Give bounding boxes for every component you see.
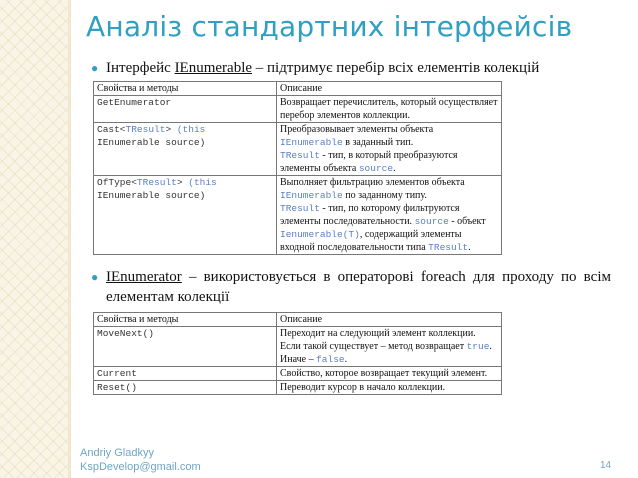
ienumerable-table [93,81,502,255]
sig-text: IEnumerable source) [97,190,206,201]
table-row [94,96,502,123]
desc-text: . [344,354,348,365]
footer-author [80,446,201,474]
member-description: Возвращает перечислитель, который осуществляет перебор элементов коллекции. [277,96,502,123]
sig-text: > [176,177,189,188]
bullet-ienumerable [91,58,616,78]
desc-code: TResult [428,242,469,253]
table-row [94,123,502,176]
table-row [94,381,502,395]
sig-keyword: (this [188,177,217,188]
author-email: KspDevelop@gmail.com [80,461,201,473]
desc-text: . Иначе – [280,341,492,365]
desc-text: Выполняет фильтрацию элементов объекта [280,177,465,188]
ienumerator-table [93,312,502,395]
member-name: Current [94,367,277,381]
sig-type: TResult [136,177,177,188]
desc-text: - тип, в который преобразуются элементы объекта [280,150,458,174]
desc-code: TResult [280,150,320,161]
desc-code: false [316,354,345,365]
side-divider [68,0,71,478]
desc-text: Переходит на следующий элемент коллекции. Если такой существует – метод возвращает [280,328,476,352]
table-row [94,367,502,381]
member-signature [94,176,277,255]
side-decoration [0,0,68,478]
desc-text: по заданному типу. [342,190,427,201]
column-header: Свойства и методы [94,82,277,96]
bullet-icon: ● [91,270,99,284]
member-description: Переводит курсор в начало коллекции. [277,381,502,395]
table-header-row [94,313,502,327]
desc-text: Преобразовывает элементы объекта [280,124,434,135]
desc-code: TResult [280,203,320,214]
desc-text: . [393,163,396,174]
table-row [94,176,502,255]
sig-text: Cast< [97,124,126,135]
desc-code: source [358,163,394,174]
member-name: Reset() [94,381,277,395]
column-header: Описание [277,82,502,96]
member-name: MoveNext() [94,327,277,367]
sig-keyword: (this [176,124,206,135]
desc-code: Ienumerable(T) [280,229,360,240]
desc-code: IEnumerable [280,190,343,201]
column-header: Описание [277,313,502,327]
desc-text: , содержащий элементы входной последовательности типа [280,229,462,253]
sig-text: IEnumerable source) [97,137,206,148]
desc-code: true [466,341,490,352]
table-row [94,327,502,367]
page-number: 14 [600,460,612,471]
bullet-icon: ● [91,61,99,75]
desc-text: - объект [448,216,486,227]
member-description: Свойство, которое возвращает текущий элемент. [277,367,502,381]
member-signature [94,123,277,176]
bullet-text-before: Інтерфейс [106,60,175,76]
desc-text: в заданный тип. [342,137,414,148]
table-header-row [94,82,502,96]
member-description [277,327,502,367]
desc-code: IEnumerable [280,137,343,148]
author-name: Andriy Gladkyy [80,447,154,459]
desc-text: - тип, по которому фильтруются элементы последовательности. [280,203,460,227]
sig-type: TResult [125,124,166,135]
bullet-term: IEnumerator [106,269,182,285]
bullet-text-after: – підтримує перебір всіх елементів колекцій [252,60,540,76]
member-description [277,176,502,255]
desc-code: source [414,216,449,227]
desc-text: . [468,242,471,253]
slide-title: Аналіз стандартних інтерфейсів [86,10,573,43]
member-name: GetEnumerator [94,96,277,123]
column-header: Свойства и методы [94,313,277,327]
member-description [277,123,502,176]
sig-text: > [165,124,177,135]
bullet-ienumerator [91,267,611,307]
bullet-term: IEnumerable [174,60,253,76]
bullet-text-after: – використовується в операторові foreach для проходу по всім елементам колекції [106,269,611,305]
sig-text: OfType< [97,177,137,188]
